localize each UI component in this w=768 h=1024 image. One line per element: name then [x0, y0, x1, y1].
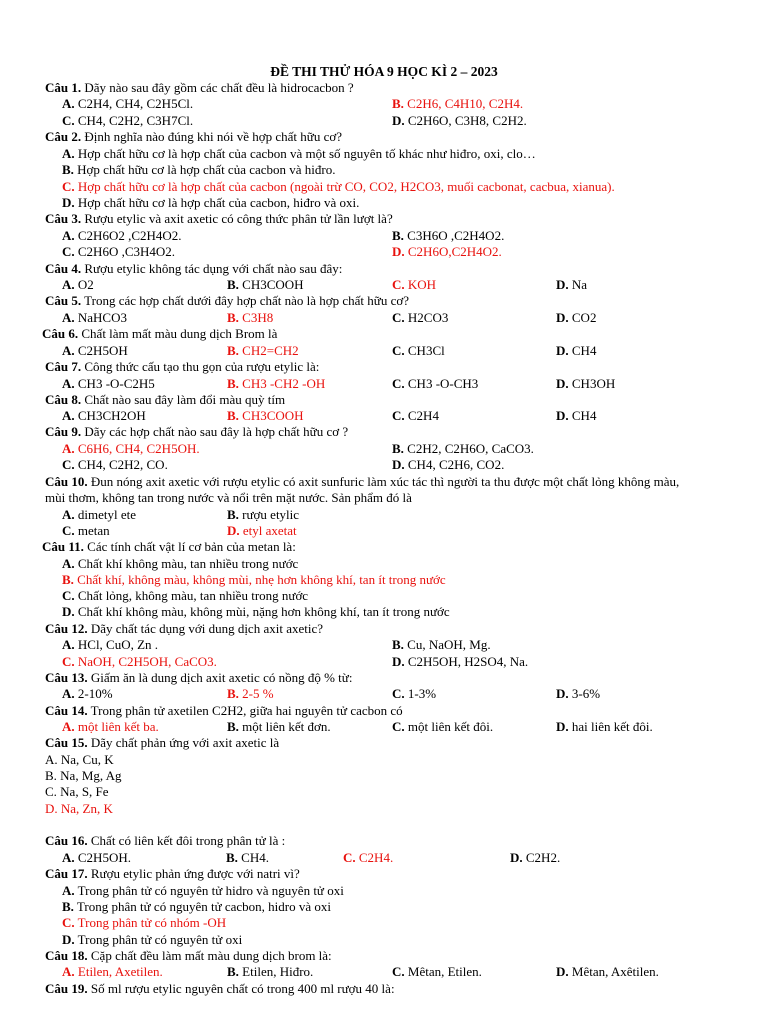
- option-key: A.: [62, 964, 75, 979]
- exam-title: ĐỀ THI THỬ HÓA 9 HỌC KÌ 2 – 2023: [270, 64, 498, 79]
- option-text: CH4, C2H6, CO2.: [404, 457, 505, 472]
- option-text: CH3COOH: [238, 277, 304, 292]
- option-text: C2H4, CH4, C2H5Cl.: [74, 96, 194, 111]
- q4-option-b: [227, 277, 304, 293]
- option-text: NaHCO3: [74, 310, 127, 325]
- question-19: [45, 981, 395, 997]
- option-key: A.: [62, 343, 75, 358]
- option-key: B.: [392, 441, 404, 456]
- option-key: C.: [62, 457, 75, 472]
- option-key: D.: [62, 932, 75, 947]
- option-text: Hợp chất hữu cơ là hợp chất của cacbon và một số nguyên tố khác như hiđro, oxi, clo…: [74, 146, 536, 161]
- option-text: CH3 -O-CH3: [404, 376, 479, 391]
- q3-option-a: [62, 228, 182, 244]
- question-15: [45, 735, 279, 751]
- option-text: C2H4.: [355, 850, 394, 865]
- option-key: A.: [62, 719, 75, 734]
- option-key: D.: [556, 719, 569, 734]
- option-key: D.: [392, 654, 405, 669]
- q6-option-d: [556, 343, 596, 359]
- q17-option-d: [62, 932, 242, 948]
- option-key: A.: [62, 277, 75, 292]
- question-label: Câu 15.: [45, 735, 88, 750]
- option-key: B.: [227, 686, 239, 701]
- q6-option-c: [392, 343, 445, 359]
- q14-option-d: [556, 719, 653, 735]
- option-text: Hợp chất hữu cơ là hợp chất của cacbon và hiđro.: [73, 162, 336, 177]
- option-key: C.: [392, 964, 405, 979]
- option-key: B.: [62, 899, 74, 914]
- question-13: [45, 670, 352, 686]
- option-key: A.: [62, 310, 75, 325]
- option-key: C.: [62, 915, 75, 930]
- option-key: B.: [62, 572, 74, 587]
- question-16: [45, 833, 285, 849]
- option-text: C2H6O2 ,C2H4O2.: [74, 228, 182, 243]
- option-key: B.: [227, 964, 239, 979]
- option-text: CH4.: [237, 850, 269, 865]
- question-text: Chất có liên kết đôi trong phân tử là :: [87, 833, 286, 848]
- option-text: O2: [74, 277, 94, 292]
- option-text: CH3Cl: [404, 343, 445, 358]
- option-key: C.: [392, 686, 405, 701]
- question-label: Câu 12.: [45, 621, 88, 636]
- option-key: C.: [62, 588, 75, 603]
- q8-option-d: [556, 408, 596, 424]
- q16-option-d: [510, 850, 560, 866]
- option-text: Chất khí, không màu, không mùi, nhẹ hơn không khí, tan ít trong nước: [73, 572, 446, 587]
- question-label: Câu 8.: [45, 392, 82, 407]
- q11-option-d: [62, 604, 450, 620]
- question-1: [45, 80, 354, 96]
- option-key: B.: [227, 507, 239, 522]
- question-label: Câu 2.: [45, 129, 82, 144]
- question-text: Đun nóng axit axetic với rượu etylic có axit sunfuric làm xúc tác thì người ta thu được một chất lỏng không màu,: [87, 474, 680, 489]
- q3-option-b: [392, 228, 504, 244]
- option-key: B.: [227, 376, 239, 391]
- question-label: Câu 19.: [45, 981, 88, 996]
- q14-option-b: [227, 719, 331, 735]
- option-text: 2-5 %: [238, 686, 274, 701]
- q12-option-b: [392, 637, 491, 653]
- option-text: hai liên kết đôi.: [568, 719, 653, 734]
- question-11: [42, 539, 296, 555]
- q10-option-b: [227, 507, 299, 523]
- q18-option-c: [392, 964, 482, 980]
- option-text: C3H8: [238, 310, 274, 325]
- option-text: C2H6O, C3H8, C2H2.: [404, 113, 527, 128]
- q17-option-c: [62, 915, 226, 931]
- question-label: Câu 13.: [45, 670, 88, 685]
- q15-option-a: A. Na, Cu, K: [45, 752, 114, 767]
- option-text: C2H5OH.: [74, 850, 131, 865]
- option-text: metan: [74, 523, 110, 538]
- option-key: A.: [62, 441, 75, 456]
- q14-option-a: [62, 719, 159, 735]
- question-text: Số ml rượu etylic nguyên chất có trong 400 ml rượu 40 là:: [87, 981, 395, 996]
- question-text: Dãy chất tác dụng với dung dịch axit axetic?: [87, 621, 324, 636]
- question-label: Câu 6.: [42, 326, 79, 341]
- question-9: [45, 424, 348, 440]
- option-key: B.: [227, 408, 239, 423]
- option-text: Na: [568, 277, 588, 292]
- option-key: D.: [556, 310, 569, 325]
- option-key: C.: [392, 277, 405, 292]
- q5-option-d: [556, 310, 596, 326]
- q4-option-d: [556, 277, 587, 293]
- question-6: [42, 326, 277, 342]
- option-key: C.: [392, 408, 405, 423]
- q12-option-d: [392, 654, 528, 670]
- question-label: Câu 4.: [45, 261, 82, 276]
- option-key: A.: [62, 507, 75, 522]
- q9-option-b: [392, 441, 534, 457]
- q11-option-a: [62, 556, 298, 572]
- option-key: C.: [62, 244, 75, 259]
- question-label: Câu 16.: [45, 833, 88, 848]
- option-key: A.: [62, 637, 75, 652]
- option-text: H2CO3: [404, 310, 449, 325]
- question-text: Rượu etylic không tác dụng với chất nào sau đây:: [81, 261, 343, 276]
- option-key: D.: [392, 113, 405, 128]
- q18-option-d: [556, 964, 659, 980]
- option-key: C.: [62, 179, 75, 194]
- option-key: A.: [62, 556, 75, 571]
- option-text: C2H6O,C2H4O2.: [404, 244, 502, 259]
- q1-option-b: [392, 96, 523, 112]
- option-text: Chất khí không màu, không mùi, nặng hơn không khí, tan ít trong nước: [74, 604, 450, 619]
- question-text: Định nghĩa nào đúng khi nói về hợp chất hữu cơ?: [81, 129, 343, 144]
- option-text: Chất khí không màu, tan nhiều trong nước: [74, 556, 299, 571]
- question-text: Trong các hợp chất dưới đây hợp chất nào là hợp chất hữu cơ?: [81, 293, 410, 308]
- q5-option-a: [62, 310, 127, 326]
- option-text: CO2: [568, 310, 597, 325]
- option-key: B.: [392, 96, 404, 111]
- option-text: Chất lỏng, không màu, tan nhiều trong nước: [74, 588, 309, 603]
- q18-option-b: [227, 964, 313, 980]
- q7-option-a: [62, 376, 155, 392]
- option-key: B.: [227, 719, 239, 734]
- option-text: Trong phân tử có nguyên tử hidro và nguyên tử oxi: [74, 883, 344, 898]
- option-text: C2H6, C4H10, C2H4.: [403, 96, 524, 111]
- q18-option-a: [62, 964, 163, 980]
- option-key: C.: [62, 113, 75, 128]
- option-text: một liên kết ba.: [74, 719, 159, 734]
- option-text: rượu etylic: [238, 507, 300, 522]
- q8-option-c: [392, 408, 439, 424]
- option-key: D.: [392, 244, 405, 259]
- option-text: KOH: [404, 277, 437, 292]
- option-key: D.: [510, 850, 523, 865]
- option-key: D.: [62, 195, 75, 210]
- q3-option-d: [392, 244, 502, 260]
- q8-option-b: [227, 408, 304, 424]
- question-label: Câu 10.: [45, 474, 88, 489]
- q2-option-a: [62, 146, 536, 162]
- question-label: Câu 1.: [45, 80, 82, 95]
- q9-option-d: [392, 457, 504, 473]
- question-text: Chất nào sau đây làm đổi màu quỳ tím: [81, 392, 286, 407]
- question-14: [45, 703, 403, 719]
- option-key: D.: [556, 343, 569, 358]
- q17-option-a: [62, 883, 344, 899]
- question-text: Cặp chất đều làm mất màu dung dịch brom là:: [87, 948, 332, 963]
- q13-option-d: [556, 686, 600, 702]
- option-key: D.: [227, 523, 240, 538]
- q7-option-d: [556, 376, 615, 392]
- option-key: B.: [227, 343, 239, 358]
- option-key: D.: [556, 277, 569, 292]
- q16-option-a: [62, 850, 131, 866]
- option-text: Trong phân tử có nguyên tử cacbon, hidro và oxi: [73, 899, 332, 914]
- q1-option-d: [392, 113, 527, 129]
- option-text: Hợp chất hữu cơ là hợp chất của cacbon (ngoài trừ CO, CO2, H2CO3, muối cacbonat, cacbua, xianua).: [74, 179, 615, 194]
- question-text: Rượu etylic phản ứng được với natri vì?: [87, 866, 300, 881]
- option-key: C.: [392, 310, 405, 325]
- option-text: C2H6O ,C3H4O2.: [74, 244, 176, 259]
- question-text: Giấm ăn là dung dịch axit axetic có nồng độ % từ:: [87, 670, 353, 685]
- question-2: [45, 129, 342, 145]
- option-text: etyl axetat: [239, 523, 297, 538]
- q10-option-d: [227, 523, 297, 539]
- option-text: C2H2.: [522, 850, 561, 865]
- option-text: Hợp chất hữu cơ là hợp chất của cacbon, hiđro và oxi.: [74, 195, 360, 210]
- question-text: Các tính chất vật lí cơ bản của metan là:: [83, 539, 296, 554]
- question-text: Dãy chất phản ứng với axit axetic là: [87, 735, 280, 750]
- option-text: CH4: [568, 408, 597, 423]
- q4-option-a: [62, 277, 94, 293]
- question-label: Câu 18.: [45, 948, 88, 963]
- option-text: CH3 -O-C2H5: [74, 376, 155, 391]
- question-text: Chất làm mất màu dung dịch Brom là: [78, 326, 278, 341]
- q14-option-c: [392, 719, 493, 735]
- q13-option-c: [392, 686, 436, 702]
- q17-option-b: [62, 899, 331, 915]
- option-text: Trong phân tử có nhóm -OH: [74, 915, 227, 930]
- question-12: [45, 621, 323, 637]
- q12-option-a: [62, 637, 158, 653]
- option-text: C2H5OH: [74, 343, 128, 358]
- option-key: A.: [62, 376, 75, 391]
- option-text: một liên kết đôi.: [404, 719, 494, 734]
- q9-option-a: [62, 441, 200, 457]
- question-label: Câu 11.: [42, 539, 84, 554]
- q10-option-a: [62, 507, 136, 523]
- q11-option-b: [62, 572, 446, 588]
- q12-option-c: [62, 654, 217, 670]
- q10-option-c: [62, 523, 110, 539]
- option-key: C.: [392, 719, 405, 734]
- q13-option-a: [62, 686, 113, 702]
- q6-option-a: [62, 343, 128, 359]
- q15-option-b: B. Na, Mg, Ag: [45, 768, 122, 783]
- question-label: Câu 7.: [45, 359, 82, 374]
- option-text: Mêtan, Axêtilen.: [568, 964, 659, 979]
- option-key: D.: [392, 457, 405, 472]
- q7-option-b: [227, 376, 325, 392]
- option-text: NaOH, C2H5OH, CaCO3.: [74, 654, 217, 669]
- q2-option-c: [62, 179, 615, 195]
- option-text: Mêtan, Etilen.: [404, 964, 482, 979]
- option-key: B.: [227, 277, 239, 292]
- option-key: D.: [556, 408, 569, 423]
- option-text: C3H6O ,C2H4O2.: [403, 228, 505, 243]
- option-key: B.: [62, 162, 74, 177]
- option-key: A.: [62, 96, 75, 111]
- q9-option-c: [62, 457, 168, 473]
- option-key: A.: [62, 686, 75, 701]
- question-text: Rượu etylic và axit axetic có công thức phân tử lần lượt là?: [81, 211, 393, 226]
- question-10-continued: mùi thơm, không tan trong nước và nổi trên mặt nước. Sản phẩm đó là: [45, 490, 412, 505]
- question-label: Câu 9.: [45, 424, 82, 439]
- q3-option-c: [62, 244, 175, 260]
- option-key: B.: [392, 637, 404, 652]
- q6-option-b: [227, 343, 299, 359]
- q1-option-c: [62, 113, 193, 129]
- q15-option-c: C. Na, S, Fe: [45, 784, 109, 799]
- q5-option-b: [227, 310, 273, 326]
- option-key: D.: [62, 604, 75, 619]
- option-key: C.: [392, 343, 405, 358]
- question-18: [45, 948, 332, 964]
- q4-option-c: [392, 277, 436, 293]
- option-key: A.: [62, 408, 75, 423]
- option-text: C6H6, CH4, C2H5OH.: [74, 441, 200, 456]
- q1-option-a: [62, 96, 193, 112]
- q8-option-a: [62, 408, 146, 424]
- q16-option-b: [226, 850, 269, 866]
- option-key: D.: [556, 376, 569, 391]
- option-key: D.: [556, 964, 569, 979]
- question-3: [45, 211, 393, 227]
- question-17: [45, 866, 300, 882]
- question-4: [45, 261, 342, 277]
- option-text: CH4, C2H2, CO.: [74, 457, 168, 472]
- option-text: C2H2, C2H6O, CaCO3.: [403, 441, 534, 456]
- option-key: C.: [62, 523, 75, 538]
- option-key: B.: [226, 850, 238, 865]
- option-text: 3-6%: [568, 686, 601, 701]
- question-text: Dãy các hợp chất nào sau đây là hợp chất hữu cơ ?: [81, 424, 349, 439]
- q2-option-b: [62, 162, 336, 178]
- option-text: một liên kết đơn.: [238, 719, 331, 734]
- option-text: 2-10%: [74, 686, 113, 701]
- question-label: Câu 3.: [45, 211, 82, 226]
- option-text: dimetyl ete: [74, 507, 137, 522]
- option-key: A.: [62, 883, 75, 898]
- option-key: A.: [62, 850, 75, 865]
- option-text: Etilen, Axetilen.: [74, 964, 163, 979]
- option-text: CH4: [568, 343, 597, 358]
- question-text: Dãy nào sau đây gồm các chất đều là hidrocacbon ?: [81, 80, 354, 95]
- option-text: C2H5OH, H2SO4, Na.: [404, 654, 529, 669]
- option-text: CH3OH: [568, 376, 616, 391]
- q7-option-c: [392, 376, 478, 392]
- question-label: Câu 5.: [45, 293, 82, 308]
- question-text: Trong phân tử axetilen C2H2, giữa hai nguyên tử cacbon có: [87, 703, 403, 718]
- option-key: D.: [556, 686, 569, 701]
- option-text: CH3COOH: [238, 408, 304, 423]
- question-8: [45, 392, 285, 408]
- question-text: Công thức cấu tạo thu gọn của rượu etylic là:: [81, 359, 320, 374]
- option-text: Cu, NaOH, Mg.: [403, 637, 491, 652]
- q16-option-c: [343, 850, 393, 866]
- option-text: CH3 -CH2 -OH: [238, 376, 326, 391]
- question-label: Câu 17.: [45, 866, 88, 881]
- question-10: [45, 474, 679, 490]
- q2-option-d: [62, 195, 359, 211]
- option-key: A.: [62, 146, 75, 161]
- q15-option-d: D. Na, Zn, K: [45, 801, 113, 816]
- option-text: CH4, C2H2, C3H7Cl.: [74, 113, 194, 128]
- question-label: Câu 14.: [45, 703, 88, 718]
- option-text: CH3CH2OH: [74, 408, 146, 423]
- q5-option-c: [392, 310, 448, 326]
- option-text: C2H4: [404, 408, 439, 423]
- option-text: CH2=CH2: [238, 343, 299, 358]
- option-key: B.: [227, 310, 239, 325]
- option-text: Etilen, Hiđro.: [238, 964, 314, 979]
- option-text: Trong phân tử có nguyên tử oxi: [74, 932, 243, 947]
- question-7: [45, 359, 319, 375]
- q11-option-c: [62, 588, 308, 604]
- option-key: C.: [392, 376, 405, 391]
- option-key: C.: [62, 654, 75, 669]
- option-key: B.: [392, 228, 404, 243]
- option-key: C.: [343, 850, 356, 865]
- question-5: [45, 293, 409, 309]
- option-text: HCl, CuO, Zn .: [74, 637, 159, 652]
- q13-option-b: [227, 686, 274, 702]
- option-text: 1-3%: [404, 686, 437, 701]
- option-key: A.: [62, 228, 75, 243]
